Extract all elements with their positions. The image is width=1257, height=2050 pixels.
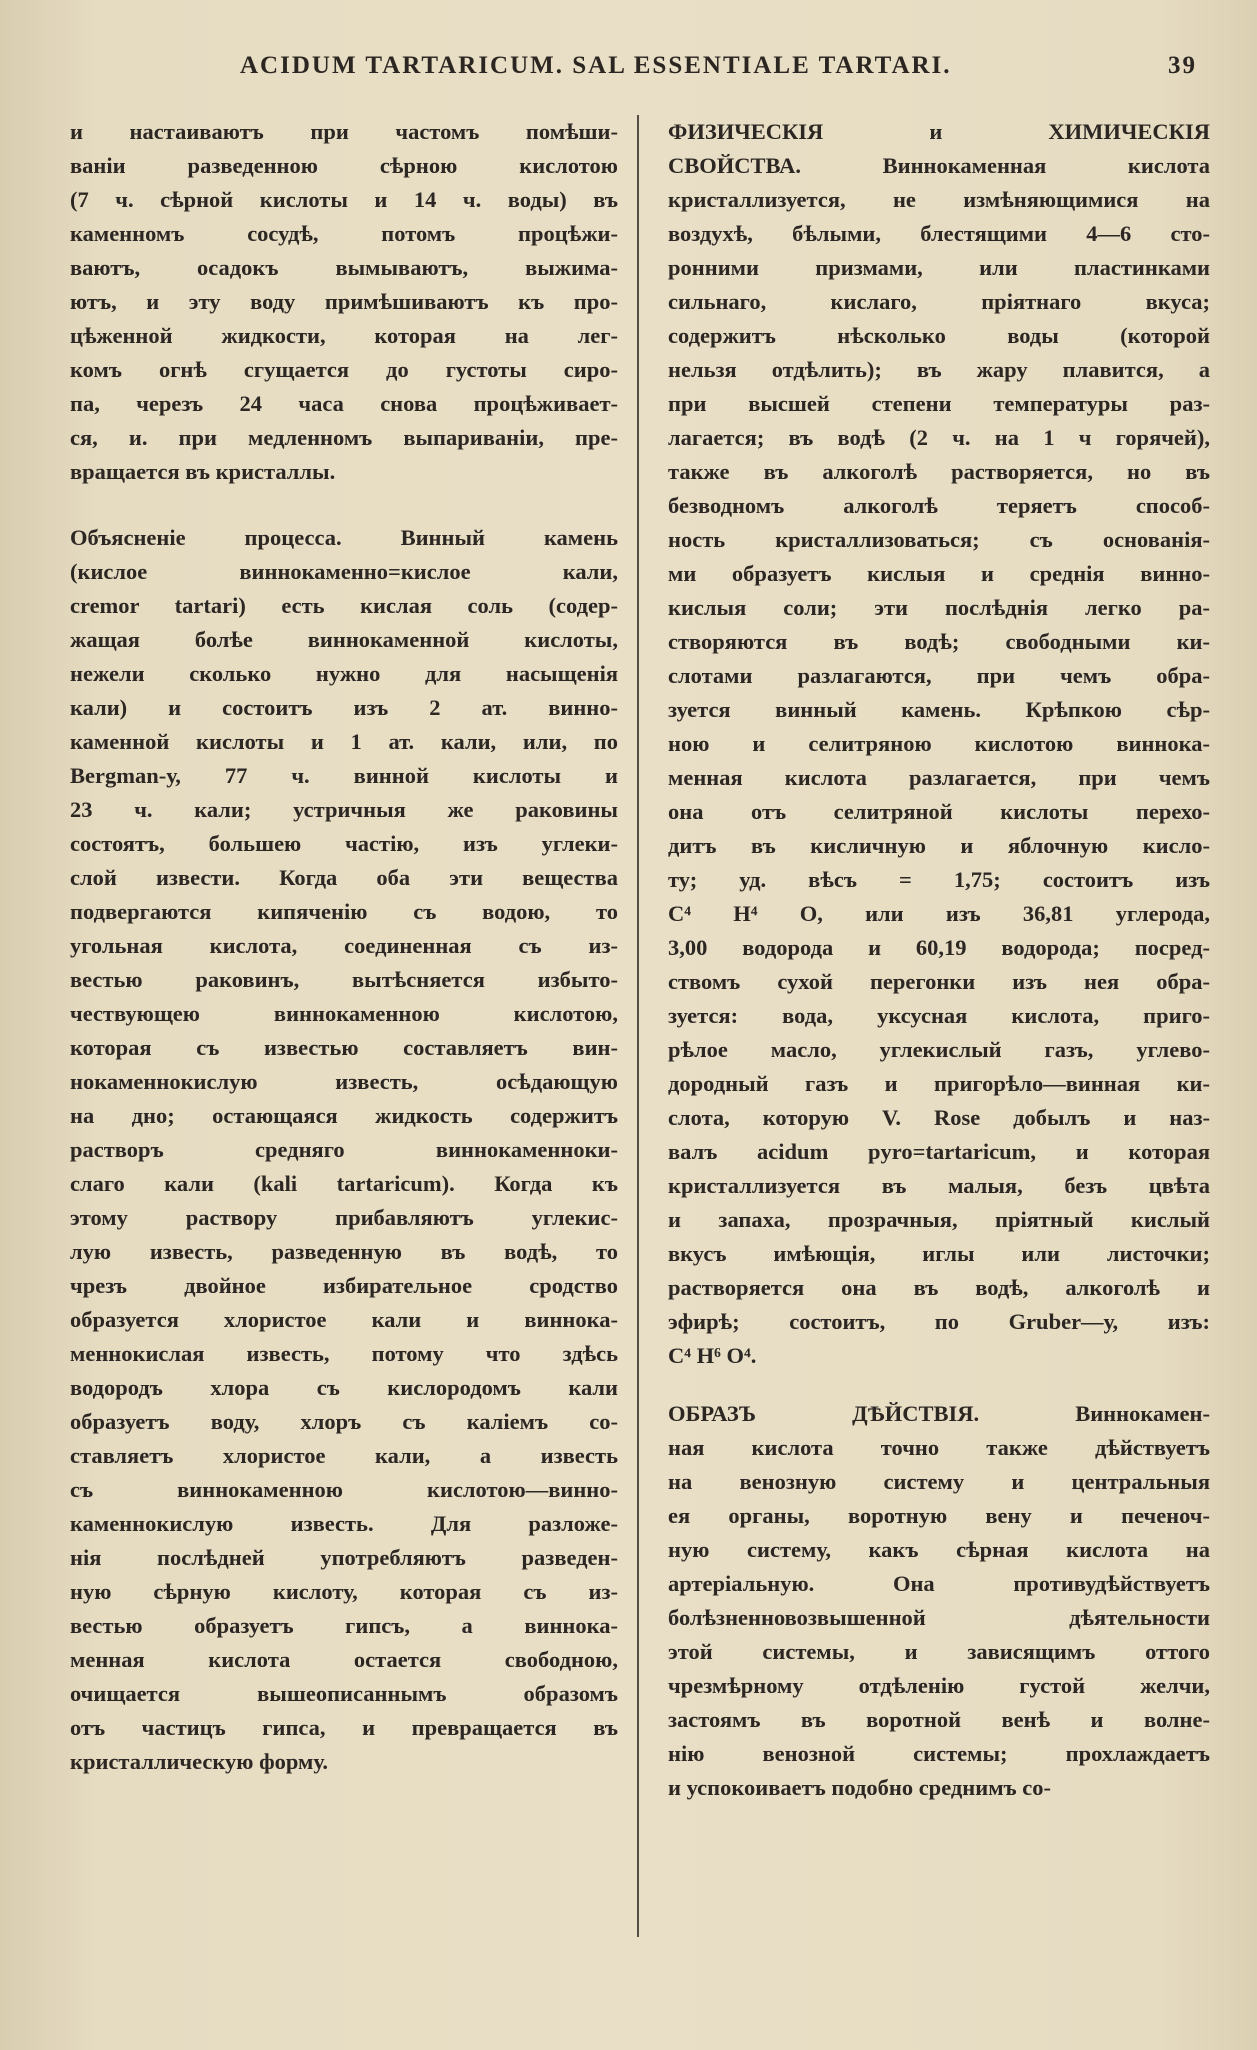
text-line: ФИЗИЧЕСКІЯ и ХИМИЧЕСКІЯ — [668, 119, 1210, 144]
text-line: отъ частицъ гипса, и превращается въ — [70, 1715, 618, 1740]
text-line: растворяется она въ водѣ, алкоголѣ и — [668, 1275, 1210, 1300]
text-line: 3,00 водорода и 60,19 водорода; посред- — [668, 935, 1210, 960]
text-line: и успокоиваетъ подобно среднимъ со- — [668, 1775, 1051, 1800]
text-line: C⁴ H⁴ O, или изъ 36,81 углерода, — [668, 901, 1210, 926]
text-line: состоятъ, большею частію, изъ углеки- — [70, 831, 618, 856]
text-line: комъ огнѣ сгущается до густоты сиро- — [70, 357, 618, 382]
text-line: образуется хлористое кали и виннока- — [70, 1307, 618, 1332]
text-line: при высшей степени температуры раз- — [668, 391, 1210, 416]
text-line: содержитъ нѣсколько воды (которой — [668, 323, 1210, 348]
text-line: чрезмѣрному отдѣленію густой желчи, — [668, 1673, 1210, 1698]
text-line: лагается; въ водѣ (2 ч. на 1 ч горячей), — [668, 425, 1210, 450]
text-line: нежели сколько нужно для насыщенія — [70, 661, 618, 686]
text-line: менная кислота разлагается, при чемъ — [668, 765, 1210, 790]
text-line: эфирѣ; состоитъ, по Gruber—у, изъ: — [668, 1309, 1210, 1334]
text-line: (кислое виннокаменно=кислое кали, — [70, 559, 618, 584]
text-line: ную систему, какъ сѣрная кислота на — [668, 1537, 1210, 1562]
text-line: кислыя соли; эти послѣднія легко ра- — [668, 595, 1210, 620]
text-line: кристаллизуется, не измѣняющимися на — [668, 187, 1210, 212]
text-line: на дно; остающаяся жидкость содержитъ — [70, 1103, 618, 1128]
text-line: кали) и состоитъ изъ 2 ат. винно- — [70, 695, 618, 720]
text-line: Объясненіе процесса. Винный камень — [70, 525, 618, 550]
left-paragraph-2 — [70, 521, 618, 1779]
text-line: чрезъ двойное избирательное сродство — [70, 1273, 618, 1298]
column-divider — [637, 115, 639, 1937]
text-line: болѣзненновозвышенной дѣятельности — [668, 1605, 1210, 1630]
page-number: 39 — [1168, 52, 1197, 79]
text-line: безводномъ алкоголѣ теряетъ способ- — [668, 493, 1210, 518]
text-line: цѣженной жидкости, которая на лег- — [70, 323, 618, 348]
text-line: вестью образуетъ гипсъ, а виннока- — [70, 1613, 618, 1638]
text-line: нія послѣдней употребляютъ разведен- — [70, 1545, 618, 1570]
text-line: и настаиваютъ при частомъ помѣши- — [70, 119, 618, 144]
text-line: ставляетъ хлористое кали, а известь — [70, 1443, 618, 1468]
text-line: слотами разлагаются, при чемъ обра- — [668, 663, 1210, 688]
text-line: рѣлое масло, углекислый газъ, углево- — [668, 1037, 1210, 1062]
text-line: сильнаго, кислаго, пріятнаго вкуса; — [668, 289, 1210, 314]
text-line: лую известь, разведенную въ водѣ, то — [70, 1239, 618, 1264]
text-line: которая съ известью составляетъ вин- — [70, 1035, 618, 1060]
right-paragraph-1 — [668, 115, 1210, 1373]
text-line: ея органы, воротную вену и печеноч- — [668, 1503, 1210, 1528]
paragraph-gap — [70, 489, 618, 521]
text-line: ваніи разведенною сѣрною кислотою — [70, 153, 618, 178]
text-line: ную сѣрную кислоту, которая съ из- — [70, 1579, 618, 1604]
text-line: ОБРАЗЪ ДѢЙСТВІЯ. Виннокамен- — [668, 1401, 1210, 1426]
text-line: кристаллизуется въ малыя, безъ цвѣта — [668, 1173, 1210, 1198]
text-line: ту; уд. вѣсъ = 1,75; состоитъ изъ — [668, 867, 1210, 892]
text-line: ютъ, и эту воду примѣшиваютъ къ про- — [70, 289, 618, 314]
text-line: этому раствору прибавляютъ углекис- — [70, 1205, 618, 1230]
text-line: ною и селитряною кислотою виннока- — [668, 731, 1210, 756]
text-line: дородный газъ и пригорѣло—винная ки- — [668, 1071, 1210, 1096]
text-line: каменнокислую известь. Для разложе- — [70, 1511, 618, 1536]
text-line: 23 ч. кали; устричныя же раковины — [70, 797, 618, 822]
text-line: меннокислая известь, потому что здѣсь — [70, 1341, 618, 1366]
text-line: зуется винный камень. Крѣпкою сѣр- — [668, 697, 1210, 722]
text-line: cremor tartari) есть кислая соль (содер- — [70, 593, 618, 618]
left-column — [70, 115, 618, 1779]
text-line: очищается вышеописаннымъ образомъ — [70, 1681, 618, 1706]
text-line: валъ acidum pyro=tartaricum, и которая — [668, 1139, 1210, 1164]
text-line: зуется: вода, уксусная кислота, приго- — [668, 1003, 1210, 1028]
text-line: нокаменнокислую известь, осѣдающую — [70, 1069, 618, 1094]
text-line: каменной кислоты и 1 ат. кали, или, по — [70, 729, 618, 754]
text-line: и запаха, прозрачныя, пріятный кислый — [668, 1207, 1210, 1232]
text-line: ваютъ, осадокъ вымываютъ, выжима- — [70, 255, 618, 280]
text-line: (7 ч. сѣрной кислоты и 14 ч. воды) въ — [70, 187, 618, 212]
text-line: на венозную систему и центральныя — [668, 1469, 1210, 1494]
text-line: ная кислота точно также дѣйствуетъ — [668, 1435, 1210, 1460]
text-line: также въ алкоголѣ растворяется, но въ — [668, 459, 1210, 484]
text-line: подвергаются кипяченію съ водою, то — [70, 899, 618, 924]
page-header — [90, 52, 1197, 92]
text-line: застоямъ въ воротной венѣ и волне- — [668, 1707, 1210, 1732]
text-line: каменномъ сосудѣ, потомъ процѣжи- — [70, 221, 618, 246]
text-line: угольная кислота, соединенная съ из- — [70, 933, 618, 958]
text-line: вестью раковинъ, вытѣсняется избыто- — [70, 967, 618, 992]
text-line: растворъ средняго виннокаменноки- — [70, 1137, 618, 1162]
text-line: вращается въ кристаллы. — [70, 459, 336, 484]
text-line: Bergman-у, 77 ч. винной кислоты и — [70, 763, 618, 788]
text-line: ронними призмами, или пластинками — [668, 255, 1210, 280]
text-line: она отъ селитряной кислоты перехо- — [668, 799, 1210, 824]
right-paragraph-2 — [668, 1397, 1210, 1805]
text-line: жащая болѣе виннокаменной кислоты, — [70, 627, 618, 652]
text-line: образуетъ воду, хлоръ съ каліемъ со- — [70, 1409, 618, 1434]
text-line: СВОЙСТВА. Виннокаменная кислота — [668, 153, 1210, 178]
text-line: артеріальную. Она противудѣйствуетъ — [668, 1571, 1210, 1596]
text-line: створяются въ водѣ; свободными ки- — [668, 629, 1210, 654]
text-line: дитъ въ кисличную и яблочную кисло- — [668, 833, 1210, 858]
text-line: па, черезъ 24 часа снова процѣживает- — [70, 391, 618, 416]
text-line: этой системы, и зависящимъ оттого — [668, 1639, 1210, 1664]
right-column — [668, 115, 1210, 1805]
text-line: нію венозной системы; прохлаждаетъ — [668, 1741, 1210, 1766]
paragraph-gap — [668, 1373, 1210, 1397]
text-line: C⁴ H⁶ O⁴. — [668, 1343, 757, 1368]
text-line: слота, которую V. Rose добылъ и наз- — [668, 1105, 1210, 1130]
left-paragraph-1 — [70, 115, 618, 489]
text-line: ми образуетъ кислыя и среднія винно- — [668, 561, 1210, 586]
text-line: нельзя отдѣлить); въ жару плавится, а — [668, 357, 1210, 382]
text-line: слой извести. Когда оба эти вещества — [70, 865, 618, 890]
text-line: водородъ хлора съ кислородомъ кали — [70, 1375, 618, 1400]
text-line: менная кислота остается свободною, — [70, 1647, 618, 1672]
text-line: ствомъ сухой перегонки изъ нея обра- — [668, 969, 1210, 994]
running-title: ACIDUM TARTARICUM. SAL ESSENTIALE TARTARI. — [240, 52, 952, 79]
text-line: чествующею виннокаменною кислотою, — [70, 1001, 618, 1026]
text-line: ность кристаллизоваться; съ основанія- — [668, 527, 1210, 552]
text-line: слаго кали (kali tartaricum). Когда къ — [70, 1171, 618, 1196]
text-line: кристаллическую форму. — [70, 1749, 329, 1774]
text-line: ся, и. при медленномъ выпариваніи, пре- — [70, 425, 618, 450]
text-line: воздухѣ, бѣлыми, блестящими 4—6 сто- — [668, 221, 1210, 246]
text-line: вкусъ имѣющія, иглы или листочки; — [668, 1241, 1210, 1266]
text-line: съ виннокаменною кислотою—винно- — [70, 1477, 618, 1502]
